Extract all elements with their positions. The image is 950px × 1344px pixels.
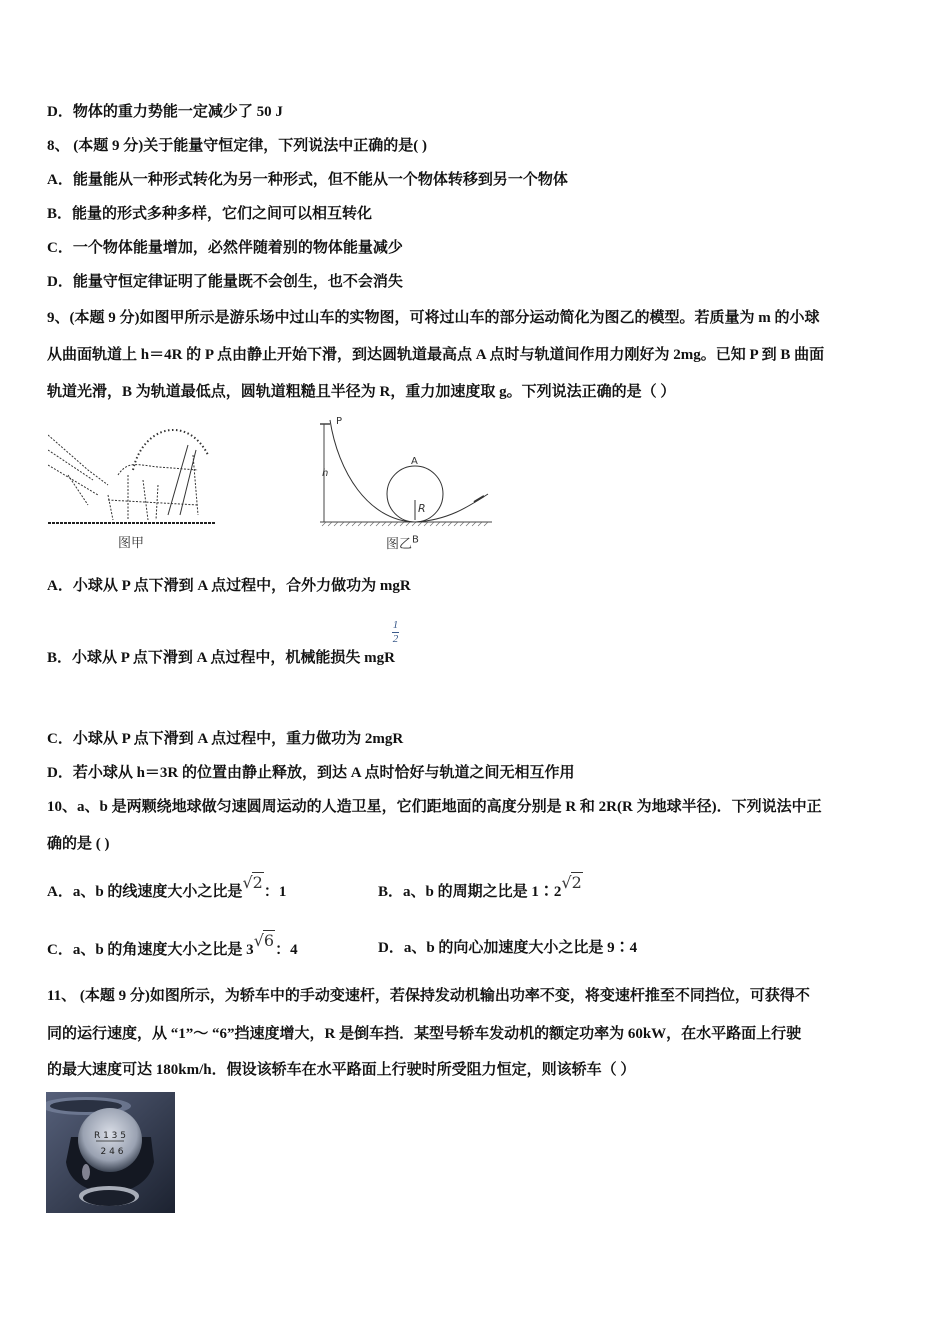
sqrt-icon: √2	[561, 873, 582, 892]
figure-left-caption: 图甲	[118, 536, 145, 551]
q10-option-c	[47, 931, 298, 960]
q11-stem-line-3: 的最大速度可达 180km/h．假设该轿车在水平路面上行驶时所受阻力恒定，则该轿车（ ）	[47, 1062, 636, 1078]
q8-option-a	[47, 170, 568, 190]
option-text: 小球从 P 点下滑到 A 点过程中，重力做功为 2mgR	[72, 731, 404, 747]
option-text: 物体的重力势能一定减少了 50 J	[72, 104, 283, 120]
radicand: 2	[252, 873, 263, 892]
q11-stem-line-2: 同的运行速度，从 “1”～ “6”挡速度增大，R 是倒车挡．某型号轿车发动机的额定功率为 60kW，在水平路面上行驶	[47, 1026, 802, 1042]
fraction-one-half	[392, 620, 399, 645]
option-text: a、b 的向心加速度大小之比是 9∶4	[403, 940, 638, 956]
option-text-tail: ：4	[275, 942, 298, 958]
svg-text:h: h	[322, 468, 329, 479]
option-text: 若小球从 h＝3R 的位置由静止释放，到达 A 点时恰好与轨道之间无相互作用	[72, 765, 575, 781]
figure-right-caption-text: 图乙	[386, 537, 413, 552]
option-text: 能量守恒定律证明了能量既不会创生，也不会消失	[72, 274, 403, 290]
option-label: B．	[378, 884, 404, 900]
q9-stem-line-3: 轨道光滑，B 为轨道最低点，圆轨道粗糙且半径为 R，重力加速度取 g。下列说法正确的是（ ）	[47, 384, 676, 400]
q8-option-d	[47, 272, 403, 292]
q11-stem-line-1: 11、 (本题 9 分)如图所示，为轿车中的手动变速杆，若保持发动机输出功率不变，将变速杆推至不同挡位，可获得不	[47, 988, 810, 1004]
option-label: D．	[47, 274, 73, 290]
fraction-denominator: 2	[392, 633, 399, 645]
q10-stem-line-2: 确的是 ( )	[47, 836, 110, 852]
figure-right-caption	[386, 533, 419, 552]
gear-knob-icon	[46, 1092, 175, 1213]
option-text-tail: ：1	[263, 884, 287, 900]
track-diagram-icon	[318, 412, 494, 532]
radicand: 2	[571, 873, 582, 892]
q9-stem-line-2: 从曲面轨道上 h＝4R 的 P 点由静止开始下滑，到达圆轨道最高点 A 点时与轨道间作用力刚好为 2mg。已知 P 到 B 曲面	[47, 347, 825, 363]
q9-stem-line-1: 9、(本题 9 分)如图甲所示是游乐场中过山车的实物图，可将过山车的部分运动简化为图乙的模型。若质量为 m 的小球	[47, 310, 820, 326]
option-text: a、b 的周期之比是 1∶2	[403, 884, 562, 900]
option-text: 小球从 P 点下滑到 A 点过程中，合外力做功为 mgR	[72, 578, 411, 594]
svg-text:R 1 3 5: R 1 3 5	[93, 1131, 127, 1141]
point-b-label: B	[412, 534, 419, 546]
sqrt-icon: √2	[242, 873, 263, 892]
option-text: 小球从 P 点下滑到 A 点过程中，机械能损失 mgR	[72, 650, 395, 666]
roller-coaster-sketch-icon	[48, 415, 216, 527]
q9-option-c	[47, 729, 403, 749]
q8-stem: 8、 (本题 9 分)关于能量守恒定律，下列说法中正确的是( )	[47, 138, 427, 154]
q9-option-a	[47, 576, 411, 596]
sqrt-icon: √6	[253, 931, 275, 950]
q10-option-b	[378, 873, 583, 902]
q7-option-d	[47, 102, 283, 122]
figure-track-model	[318, 412, 494, 532]
q10-option-a	[47, 873, 287, 902]
option-text: a、b 的角速度大小之比是 3	[72, 942, 254, 958]
option-label: A．	[47, 578, 73, 594]
q9-option-b	[47, 648, 395, 668]
gear-shift-photo	[46, 1092, 175, 1213]
option-label: D．	[47, 104, 73, 120]
option-text: a、b 的线速度大小之比是	[72, 884, 243, 900]
q10-stem-line-1: 10、a、b 是两颗绕地球做匀速圆周运动的人造卫星，它们距地面的高度分别是 R 和 2R(R 为地球半径)．下列说法中正	[47, 799, 822, 815]
option-text: 一个物体能量增加，必然伴随着别的物体能量减少	[72, 240, 403, 256]
option-label: B．	[47, 206, 73, 222]
svg-text:P: P	[336, 416, 343, 427]
q8-option-c	[47, 238, 403, 258]
option-label: B．	[47, 650, 73, 666]
radicand: 6	[263, 931, 275, 950]
option-label: A．	[47, 172, 73, 188]
svg-text:2 4 6: 2 4 6	[100, 1147, 124, 1157]
option-label: C．	[47, 942, 73, 958]
figure-roller-coaster-photo	[48, 415, 216, 527]
q8-option-b	[47, 204, 372, 224]
q9-option-d	[47, 763, 575, 783]
svg-text:R: R	[418, 502, 426, 515]
option-label: D．	[378, 940, 404, 956]
option-text: 能量的形式多种多样，它们之间可以相互转化	[72, 206, 373, 222]
option-label: C．	[47, 240, 73, 256]
option-label: C．	[47, 731, 73, 747]
option-label: A．	[47, 884, 73, 900]
option-label: D．	[47, 765, 73, 781]
q10-option-d	[378, 938, 637, 958]
svg-text:A: A	[411, 456, 418, 467]
option-text: 能量能从一种形式转化为另一种形式，但不能从一个物体转移到另一个物体	[72, 172, 568, 188]
fraction-numerator: 1	[392, 619, 399, 631]
